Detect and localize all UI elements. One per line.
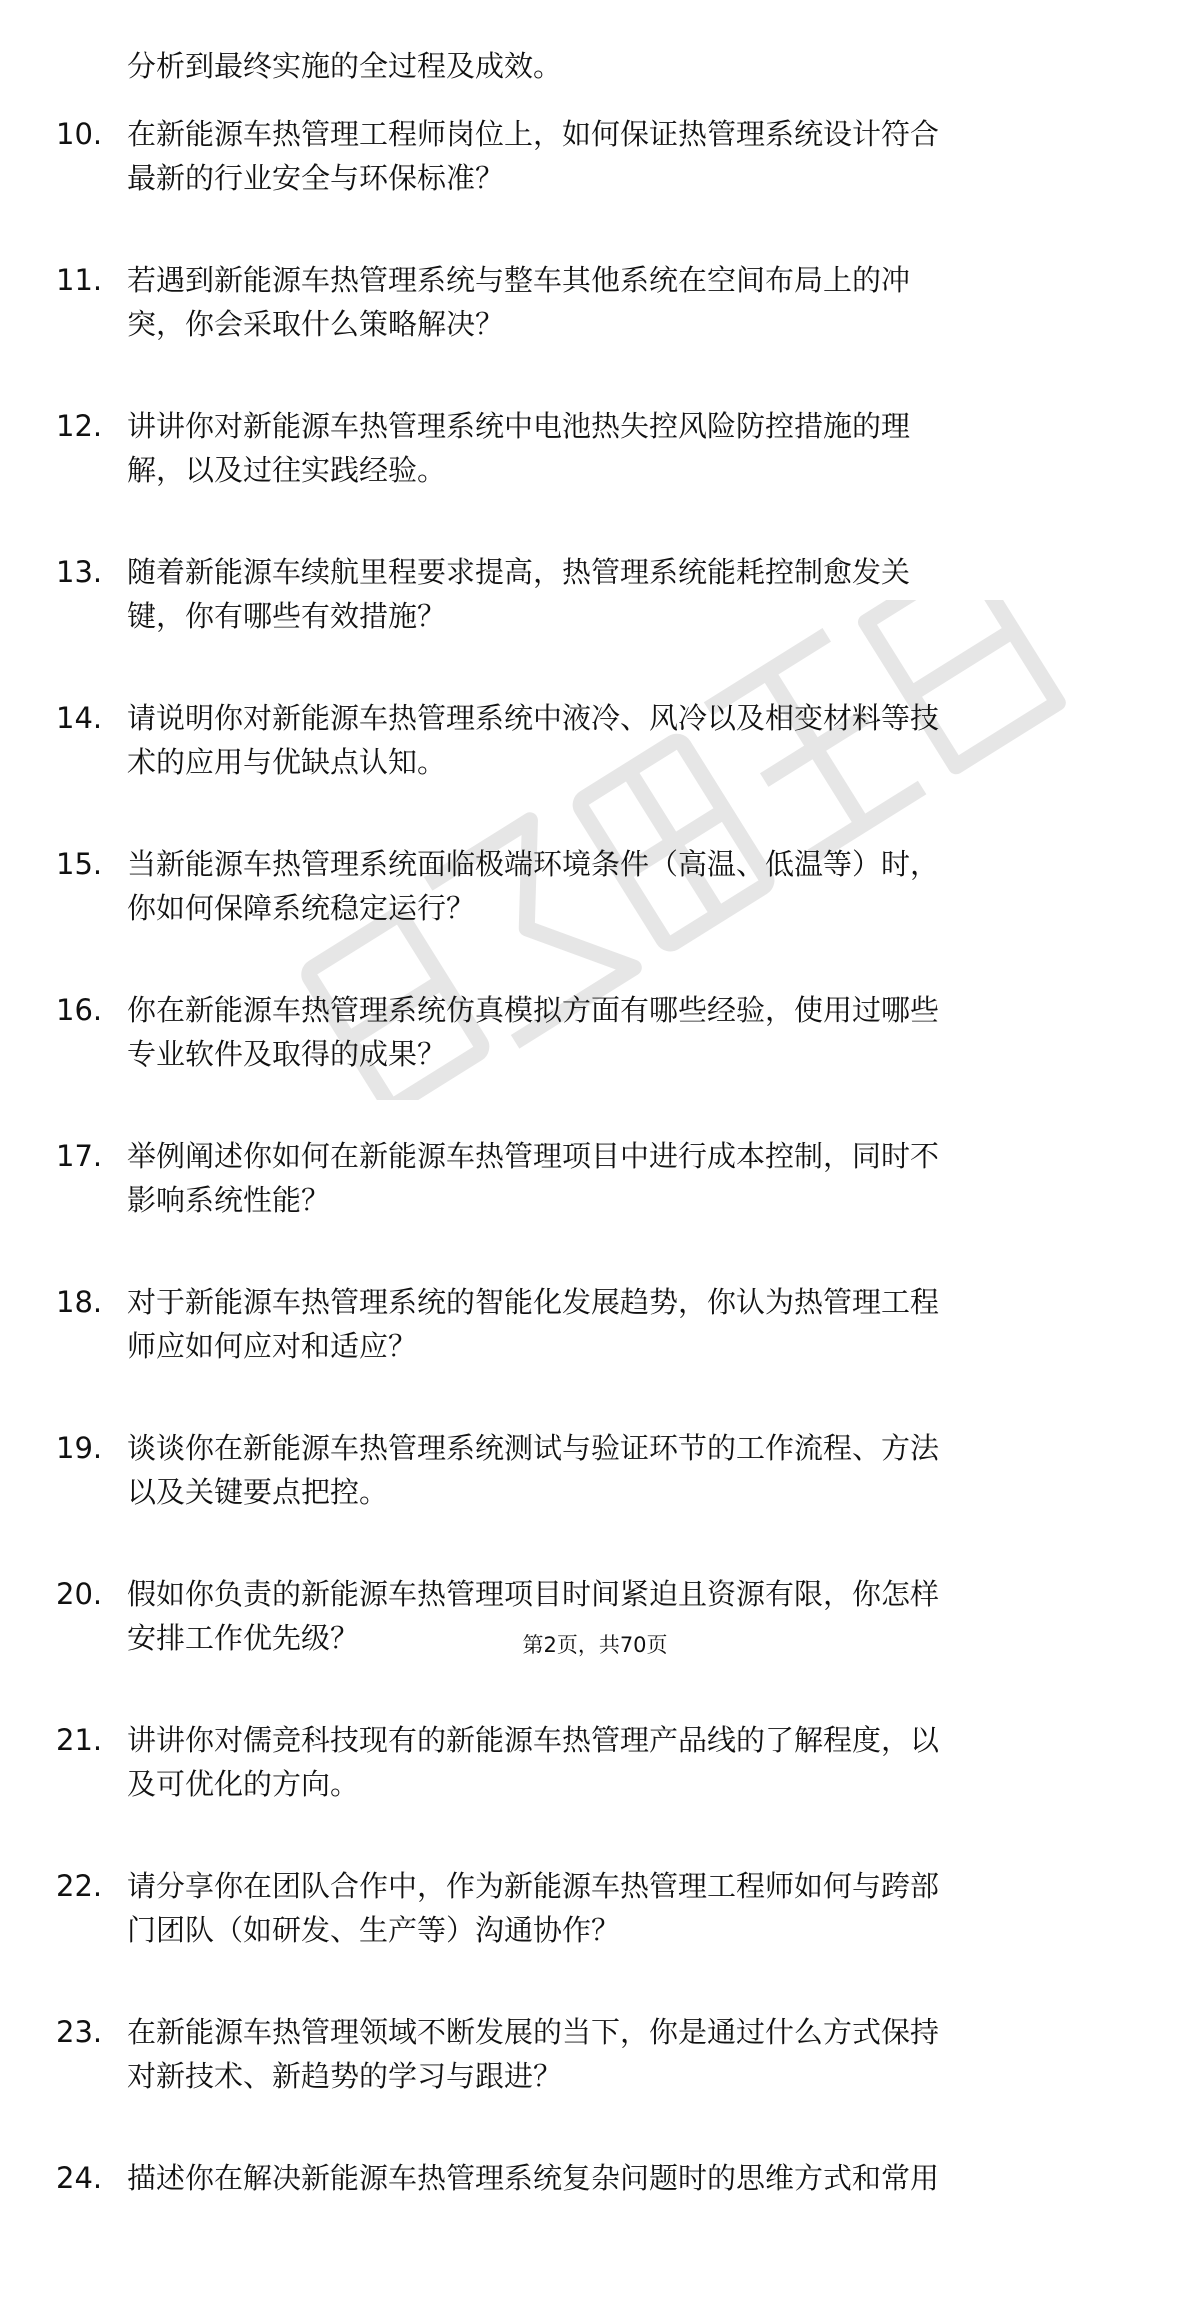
question-number: 12. [56,409,103,443]
question-text [127,112,1122,200]
question-item [0,258,1190,404]
question-item [0,1134,1190,1280]
question-text [127,258,1122,346]
question-text-line: 最新的行业安全与环保标准？ [127,161,505,195]
question-text-line: 在新能源车热管理领域不断发展的当下，你是通过什么方式保持 [127,2015,940,2049]
question-number: 20. [56,1577,103,1611]
question-list [0,112,1190,2302]
question-text [127,2156,1122,2200]
question-number: 24. [56,2161,103,2195]
question-text [127,2010,1122,2098]
question-text-line: 描述你在解决新能源车热管理系统复杂问题时的思维方式和常用 [127,2161,940,2195]
question-text-line: 讲讲你对儒竞科技现有的新能源车热管理产品线的了解程度，以 [127,1723,940,1757]
question-item [0,2010,1190,2156]
question-item [0,696,1190,842]
question-text-line: 假如你负责的新能源车热管理项目时间紧迫且资源有限，你怎样 [127,1577,940,1611]
question-text-line: 门团队（如研发、生产等）沟通协作？ [127,1913,621,1947]
question-item [0,2156,1190,2302]
question-text [127,988,1122,1076]
question-text [127,696,1122,784]
question-text-line: 师应如何应对和适应？ [127,1329,418,1363]
question-item [0,1864,1190,2010]
question-number: 19. [56,1431,103,1465]
question-text-line: 对新技术、新趋势的学习与跟进？ [127,2059,563,2093]
question-text-line: 谈谈你在新能源车热管理系统测试与验证环节的工作流程、方法 [127,1431,940,1465]
page-number-footer: 第2页，共70页 [522,1633,668,1657]
question-number: 22. [56,1869,103,1903]
question-text-line: 专业软件及取得的成果？ [127,1037,447,1071]
question-text-line: 讲讲你对新能源车热管理系统中电池热失控风险防控措施的理 [127,409,911,443]
question-number: 14. [56,701,103,735]
question-text [127,842,1122,930]
question-text [127,1864,1122,1952]
question-number: 21. [56,1723,103,1757]
question-item [0,842,1190,988]
question-number: 16. [56,993,103,1027]
question-text-line: 请分享你在团队合作中，作为新能源车热管理工程师如何与跨部 [127,1869,940,1903]
question-number: 17. [56,1139,103,1173]
question-item [0,1280,1190,1426]
question-text-line: 突，你会采取什么策略解决？ [127,307,505,341]
question-number: 18. [56,1285,103,1319]
continuation-text: 分析到最终实施的全过程及成效。 [127,49,563,83]
question-text [127,404,1122,492]
question-text [127,1134,1122,1222]
question-text-line: 以及关键要点把控。 [127,1475,389,1509]
question-number: 23. [56,2015,103,2049]
question-text-line: 在新能源车热管理工程师岗位上，如何保证热管理系统设计符合 [127,117,940,151]
question-item [0,112,1190,258]
question-text-line: 键，你有哪些有效措施？ [127,599,447,633]
question-text-line: 若遇到新能源车热管理系统与整车其他系统在空间布局上的冲 [127,263,911,297]
question-text-line: 你在新能源车热管理系统仿真模拟方面有哪些经验，使用过哪些 [127,993,940,1027]
question-number: 15. [56,847,103,881]
question-text [127,1426,1122,1514]
question-text-line: 随着新能源车续航里程要求提高，热管理系统能耗控制愈发关 [127,555,911,589]
question-text-line: 安排工作优先级？ [127,1621,360,1655]
question-text-line: 你如何保障系统稳定运行？ [127,891,476,925]
question-text-line: 术的应用与优缺点认知。 [127,745,447,779]
question-text-line: 解，以及过往实践经验。 [127,453,447,487]
question-item [0,1718,1190,1864]
question-number: 11. [56,263,103,297]
question-text [127,1280,1122,1368]
question-item [0,404,1190,550]
question-text-line: 对于新能源车热管理系统的智能化发展趋势，你认为热管理工程 [127,1285,940,1319]
question-text [127,1718,1122,1806]
question-text-line: 举例阐述你如何在新能源车热管理项目中进行成本控制，同时不 [127,1139,940,1173]
question-text-line: 请说明你对新能源车热管理系统中液冷、风冷以及相变材料等技 [127,701,940,735]
question-item [0,550,1190,696]
question-number: 13. [56,555,103,589]
question-text [127,550,1122,638]
question-number: 10. [56,117,103,151]
question-item [0,988,1190,1134]
question-item [0,1426,1190,1572]
question-text-line: 影响系统性能？ [127,1183,331,1217]
question-text-line: 及可优化的方向。 [127,1767,360,1801]
question-text-line: 当新能源车热管理系统面临极端环境条件（高温、低温等）时， [127,847,940,881]
